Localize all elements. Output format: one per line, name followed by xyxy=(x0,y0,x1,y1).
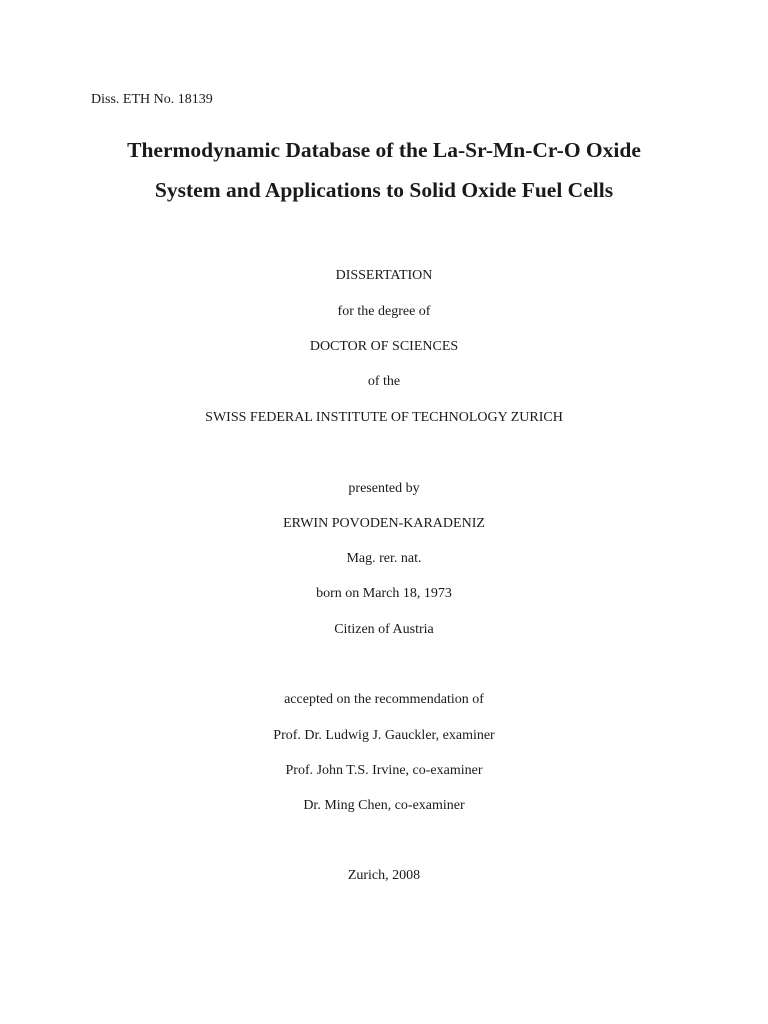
title-line-2: System and Applications to Solid Oxide Fuel Cells xyxy=(154,178,614,202)
institution-name: SWISS FEDERAL INSTITUTE OF TECHNOLOGY ZURICH xyxy=(205,410,563,425)
examiner-2: Prof. John T.S. Irvine, co-examiner xyxy=(285,763,483,778)
birth-date: born on March 18, 1973 xyxy=(316,586,452,601)
author-name: ERWIN POVODEN-KARADENIZ xyxy=(283,516,485,531)
title-line-1: Thermodynamic Database of the La-Sr-Mn-Cr-O Oxide xyxy=(127,138,641,162)
dissertation-label: DISSERTATION xyxy=(335,268,433,283)
examiner-1: Prof. Dr. Ludwig J. Gauckler, examiner xyxy=(273,728,495,743)
examiner-3: Dr. Ming Chen, co-examiner xyxy=(303,798,465,813)
degree-name: DOCTOR OF SCIENCES xyxy=(309,339,459,354)
place-year: Zurich, 2008 xyxy=(347,868,421,883)
accepted-on-text: accepted on the recommendation of xyxy=(284,692,484,707)
dissertation-number: Diss. ETH No. 18139 xyxy=(91,92,213,107)
for-degree-text: for the degree of xyxy=(337,304,431,319)
presented-by-text: presented by xyxy=(348,481,420,496)
of-the-text: of the xyxy=(367,374,401,389)
citizenship: Citizen of Austria xyxy=(334,622,434,637)
author-title: Mag. rer. nat. xyxy=(346,551,422,566)
